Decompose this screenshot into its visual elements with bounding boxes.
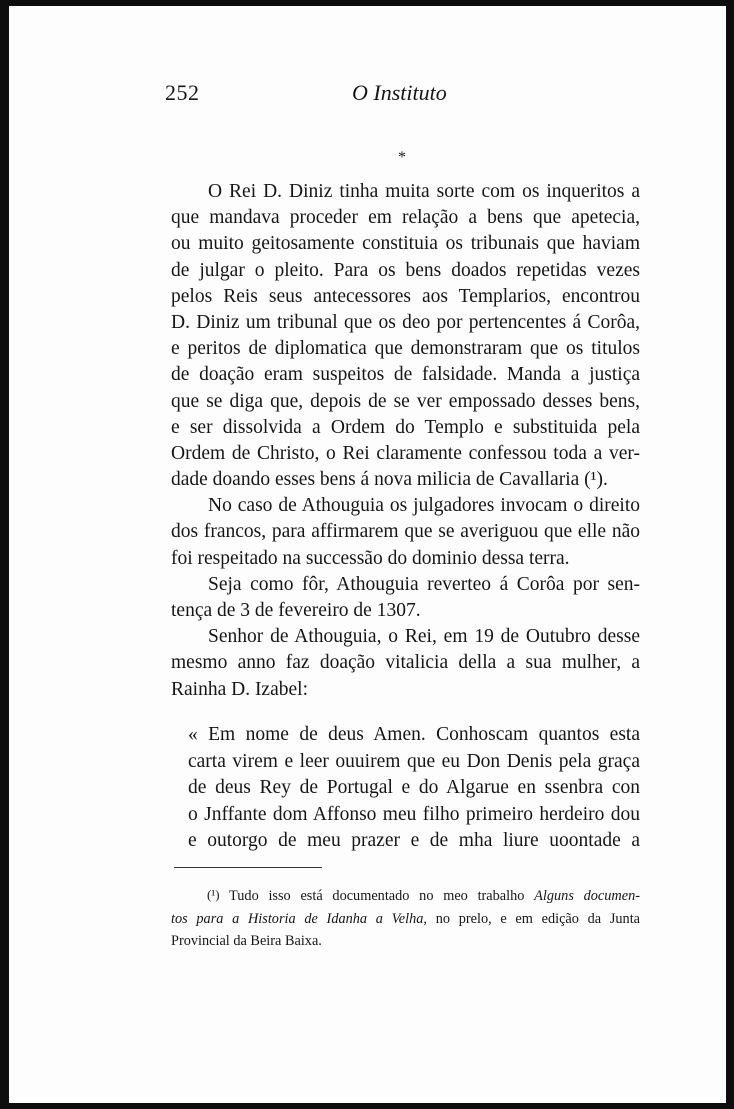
footnote-line <box>171 908 640 931</box>
quote-line: carta virem e leer ouuirem que eu Don Denis pela graça <box>188 750 640 772</box>
text-line: dos francos, para affirmarem que se averiguou que elle não <box>171 521 640 543</box>
quote-line: « Em nome de deus Amen. Conhoscam quantos esta <box>188 724 640 745</box>
footnote-title: Alguns documen- <box>534 888 640 904</box>
text-line: Senhor de Athouguia, o Rei, em 19 de Outubro desse <box>208 626 640 648</box>
footnote-line: Provincial da Beira Baixa. <box>171 933 322 949</box>
text-line: dade doando esses bens á nova milicia de Cavallaria (¹). <box>171 469 608 491</box>
footnote-title: tos para a Historia de Idanha a Velha, <box>171 910 427 927</box>
text-line: tença de 3 de fevereiro de 1307. <box>171 600 421 621</box>
text-line: que se diga que, depois de se ver empossado desses bens, <box>171 390 640 412</box>
text-line: Ordem de Christo, o Rei claramente confessou toda a ver- <box>171 442 640 464</box>
text-line: mesmo anno faz doação vitalicia della a sua mulher, a <box>171 652 640 674</box>
footnote <box>171 885 640 953</box>
text-line: D. Diniz um tribunal que os deo por pertencentes á Corôa, <box>171 311 640 333</box>
footnote-text: no prelo, e em edição da Junta <box>435 910 641 927</box>
page-number: 252 <box>165 80 200 105</box>
footnote-divider <box>174 867 322 868</box>
section-asterism: * <box>398 149 406 166</box>
text-line: de julgar o pleito. Para os bens doados repetidas vezes <box>171 259 640 281</box>
text-line: e peritos de diplomatica que demonstraram que os titulos <box>171 338 640 360</box>
text-line: Rainha D. Izabel: <box>171 678 308 700</box>
quoted-charter <box>188 722 640 855</box>
text-line: Seja como fôr, Athouguia reverteo á Corôa por sen- <box>208 573 640 595</box>
text-line: pelos Reis seus antecessores aos Templarios, encontrou <box>171 285 640 307</box>
quote-line: e outorgo de meu prazer e de mha liure uoontade a <box>188 830 640 851</box>
text-line: e ser dissolvida a Ordem do Templo e substituida pela <box>171 416 640 438</box>
text-line: de doação eram suspeitos de falsidade. Manda a justiça <box>171 364 640 386</box>
quote-line: o Jnffante dom Affonso meu filho primeiro herdeiro dou <box>188 803 640 825</box>
text-line: foi respeitado na successão do dominio dessa terra. <box>171 547 570 569</box>
footnote-mark: (¹) <box>207 887 220 902</box>
footnote-line <box>171 885 640 908</box>
quote-line: de deus Rey de Portugal e do Algarue en ssenbra con <box>188 777 640 798</box>
text-line: ou muito geitosamente constituia os tribunais que haviam <box>171 233 640 255</box>
text-line: que mandava proceder em relação a bens que apetecia, <box>171 207 640 229</box>
running-title: O Instituto <box>352 80 447 105</box>
body-text <box>171 179 640 703</box>
text-line: No caso de Athouguia os julgadores invocam o direito <box>208 495 640 517</box>
text-line: O Rei D. Diniz tinha muita sorte com os inqueritos a <box>208 181 640 202</box>
page-header <box>157 76 640 106</box>
footnote-text: Tudo isso está documentado no meo trabalho <box>229 888 525 904</box>
